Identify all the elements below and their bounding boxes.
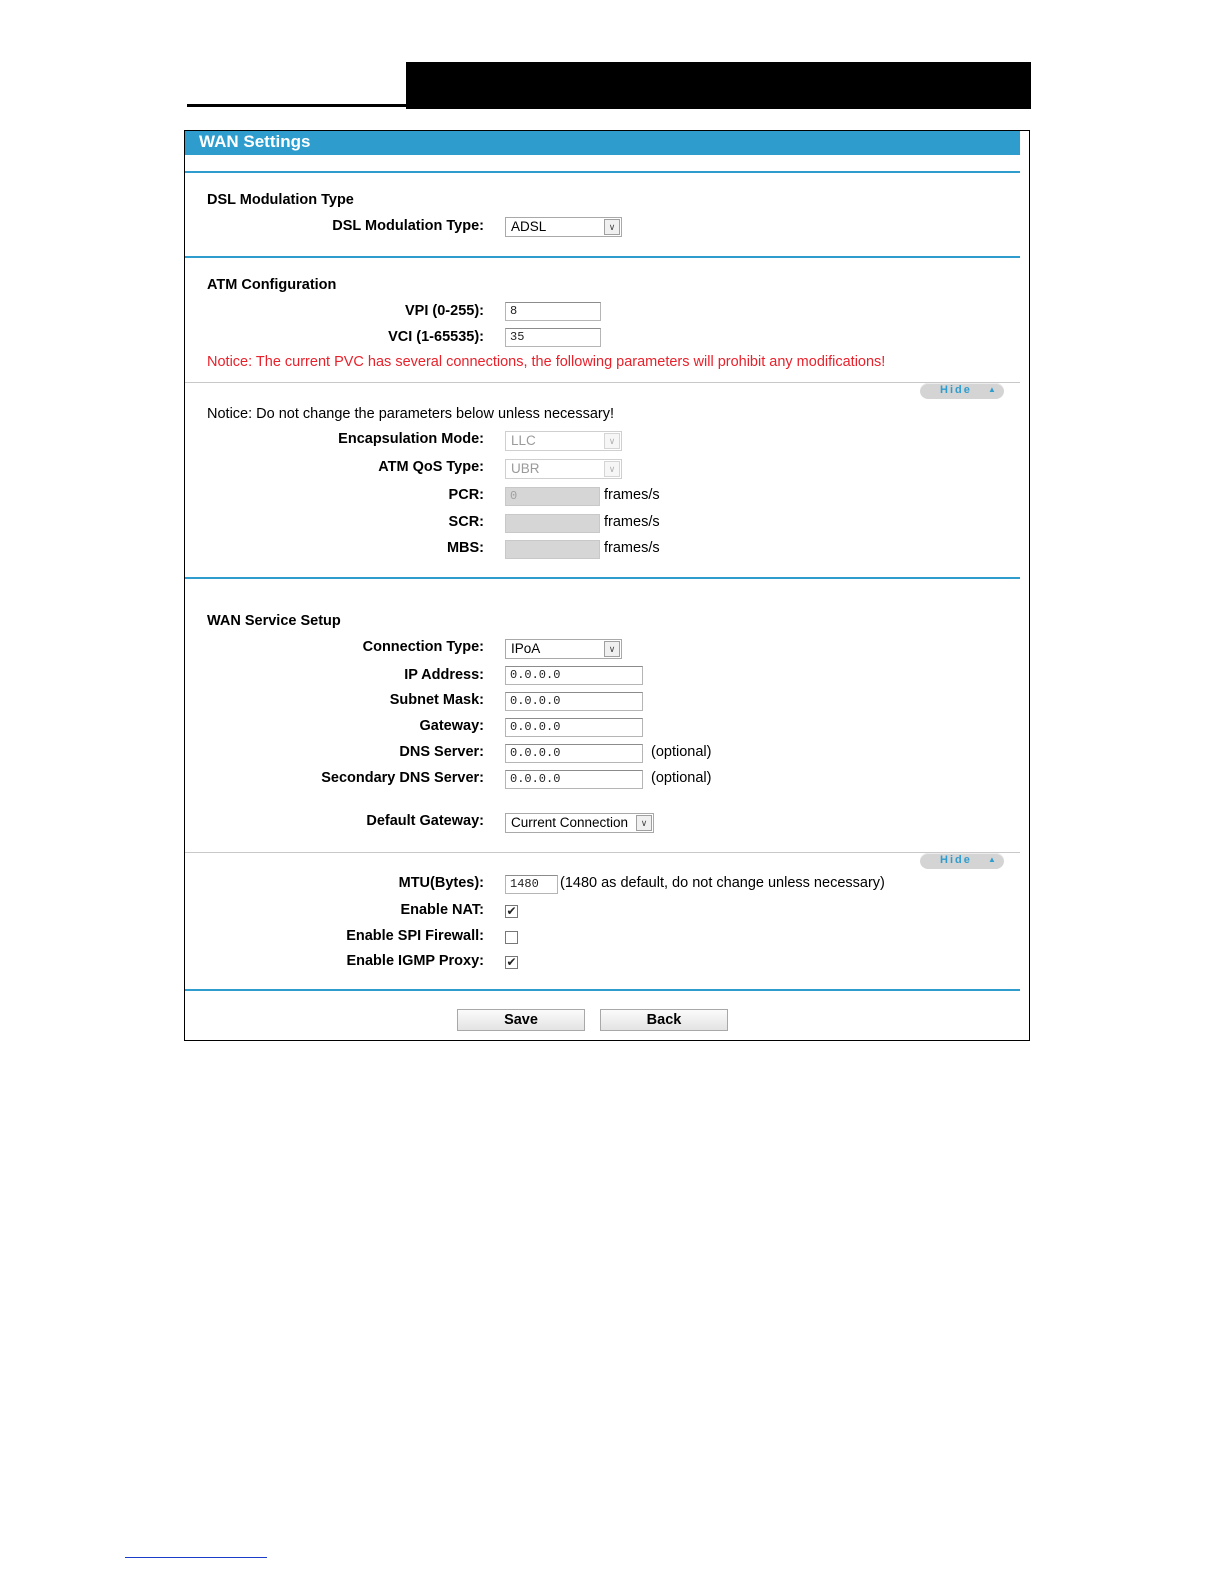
spi-firewall-checkbox[interactable] bbox=[505, 931, 518, 944]
divider bbox=[185, 256, 1020, 258]
encapsulation-select[interactable] bbox=[505, 431, 622, 451]
connection-type-value: IPoA bbox=[511, 641, 541, 656]
ip-address-input[interactable]: 0.0.0.0 bbox=[505, 666, 643, 685]
chevron-down-icon: ∨ bbox=[604, 219, 620, 235]
vpi-input[interactable]: 8 bbox=[505, 302, 601, 321]
igmp-proxy-label: Enable IGMP Proxy: bbox=[346, 953, 484, 969]
mbs-label: MBS: bbox=[446, 540, 484, 556]
vci-input[interactable]: 35 bbox=[505, 328, 601, 347]
dsl-modulation-select[interactable] bbox=[505, 217, 622, 237]
secondary-dns-input[interactable]: 0.0.0.0 bbox=[505, 770, 643, 789]
pcr-unit: frames/s bbox=[604, 487, 660, 503]
connection-type-select[interactable] bbox=[505, 639, 622, 659]
connection-type-label: Connection Type: bbox=[362, 639, 484, 655]
footer-link-underline bbox=[125, 1557, 267, 1558]
mtu-label: MTU(Bytes): bbox=[398, 875, 484, 891]
subnet-mask-label: Subnet Mask: bbox=[389, 692, 484, 708]
secondary-dns-label: Secondary DNS Server: bbox=[321, 770, 484, 786]
mbs-unit: frames/s bbox=[604, 540, 660, 556]
vpi-label: VPI (0-255): bbox=[405, 303, 484, 319]
divider bbox=[185, 989, 1020, 991]
divider bbox=[185, 171, 1020, 173]
qos-label: ATM QoS Type: bbox=[378, 459, 484, 475]
hide-label: Hide bbox=[940, 384, 972, 396]
wan-settings-panel bbox=[184, 130, 1030, 1041]
gateway-input[interactable]: 0.0.0.0 bbox=[505, 718, 643, 737]
subnet-mask-input[interactable]: 0.0.0.0 bbox=[505, 692, 643, 711]
wan-hide-toggle[interactable] bbox=[920, 853, 1004, 869]
chevron-down-icon: ∨ bbox=[604, 461, 620, 477]
back-button[interactable]: Back bbox=[600, 1009, 728, 1031]
atm-hide-toggle[interactable] bbox=[920, 383, 1004, 399]
gateway-label: Gateway: bbox=[419, 718, 484, 734]
dsl-section-title: DSL Modulation Type bbox=[207, 192, 354, 208]
mtu-hint: (1480 as default, do not change unless necessary) bbox=[560, 875, 885, 891]
divider bbox=[185, 382, 1020, 383]
dns-optional: (optional) bbox=[651, 744, 712, 760]
chevron-down-icon: ∨ bbox=[604, 641, 620, 657]
default-gateway-value: Current Connection bbox=[511, 815, 629, 830]
nat-checkbox[interactable] bbox=[505, 905, 518, 918]
scr-label: SCR: bbox=[448, 514, 484, 530]
qos-select[interactable] bbox=[505, 459, 622, 479]
panel-title-bar bbox=[185, 131, 1020, 155]
dns-label: DNS Server: bbox=[399, 744, 484, 760]
encapsulation-label: Encapsulation Mode: bbox=[338, 431, 484, 447]
caret-up-icon: ▲ bbox=[988, 385, 996, 394]
qos-value: UBR bbox=[511, 461, 540, 476]
chevron-down-icon: ∨ bbox=[636, 815, 652, 831]
divider bbox=[185, 577, 1020, 579]
dns-input[interactable]: 0.0.0.0 bbox=[505, 744, 643, 763]
scr-input[interactable] bbox=[505, 514, 600, 533]
checkmark-icon: ✔ bbox=[506, 904, 517, 918]
caret-up-icon: ▲ bbox=[988, 855, 996, 864]
dsl-modulation-value: ADSL bbox=[511, 219, 547, 234]
scr-unit: frames/s bbox=[604, 514, 660, 530]
header-black-bar bbox=[406, 62, 1031, 109]
default-gateway-select[interactable] bbox=[505, 813, 654, 833]
mbs-input[interactable] bbox=[505, 540, 600, 559]
vci-label: VCI (1-65535): bbox=[388, 329, 484, 345]
igmp-proxy-checkbox[interactable] bbox=[505, 956, 518, 969]
header-rule bbox=[187, 104, 407, 107]
pcr-label: PCR: bbox=[448, 487, 484, 503]
secondary-dns-optional: (optional) bbox=[651, 770, 712, 786]
checkmark-icon: ✔ bbox=[506, 955, 517, 969]
save-button[interactable]: Save bbox=[457, 1009, 585, 1031]
default-gateway-label: Default Gateway: bbox=[366, 813, 484, 829]
spi-firewall-label: Enable SPI Firewall: bbox=[346, 928, 484, 944]
atm-section-title: ATM Configuration bbox=[207, 277, 337, 293]
panel-title: WAN Settings bbox=[199, 132, 311, 151]
dsl-modulation-label: DSL Modulation Type: bbox=[332, 218, 484, 234]
pcr-input[interactable]: 0 bbox=[505, 487, 600, 506]
mtu-input[interactable]: 1480 bbox=[505, 875, 558, 894]
advanced-notice: Notice: Do not change the parameters below unless necessary! bbox=[207, 406, 615, 422]
pvc-notice: Notice: The current PVC has several connections, the following parameters will prohibit any modifications! bbox=[207, 354, 886, 370]
encapsulation-value: LLC bbox=[511, 433, 536, 448]
hide-label: Hide bbox=[940, 854, 972, 866]
nat-label: Enable NAT: bbox=[400, 902, 484, 918]
chevron-down-icon: ∨ bbox=[604, 433, 620, 449]
ip-address-label: IP Address: bbox=[404, 667, 484, 683]
divider bbox=[185, 852, 1020, 853]
wan-service-section-title: WAN Service Setup bbox=[207, 613, 341, 629]
